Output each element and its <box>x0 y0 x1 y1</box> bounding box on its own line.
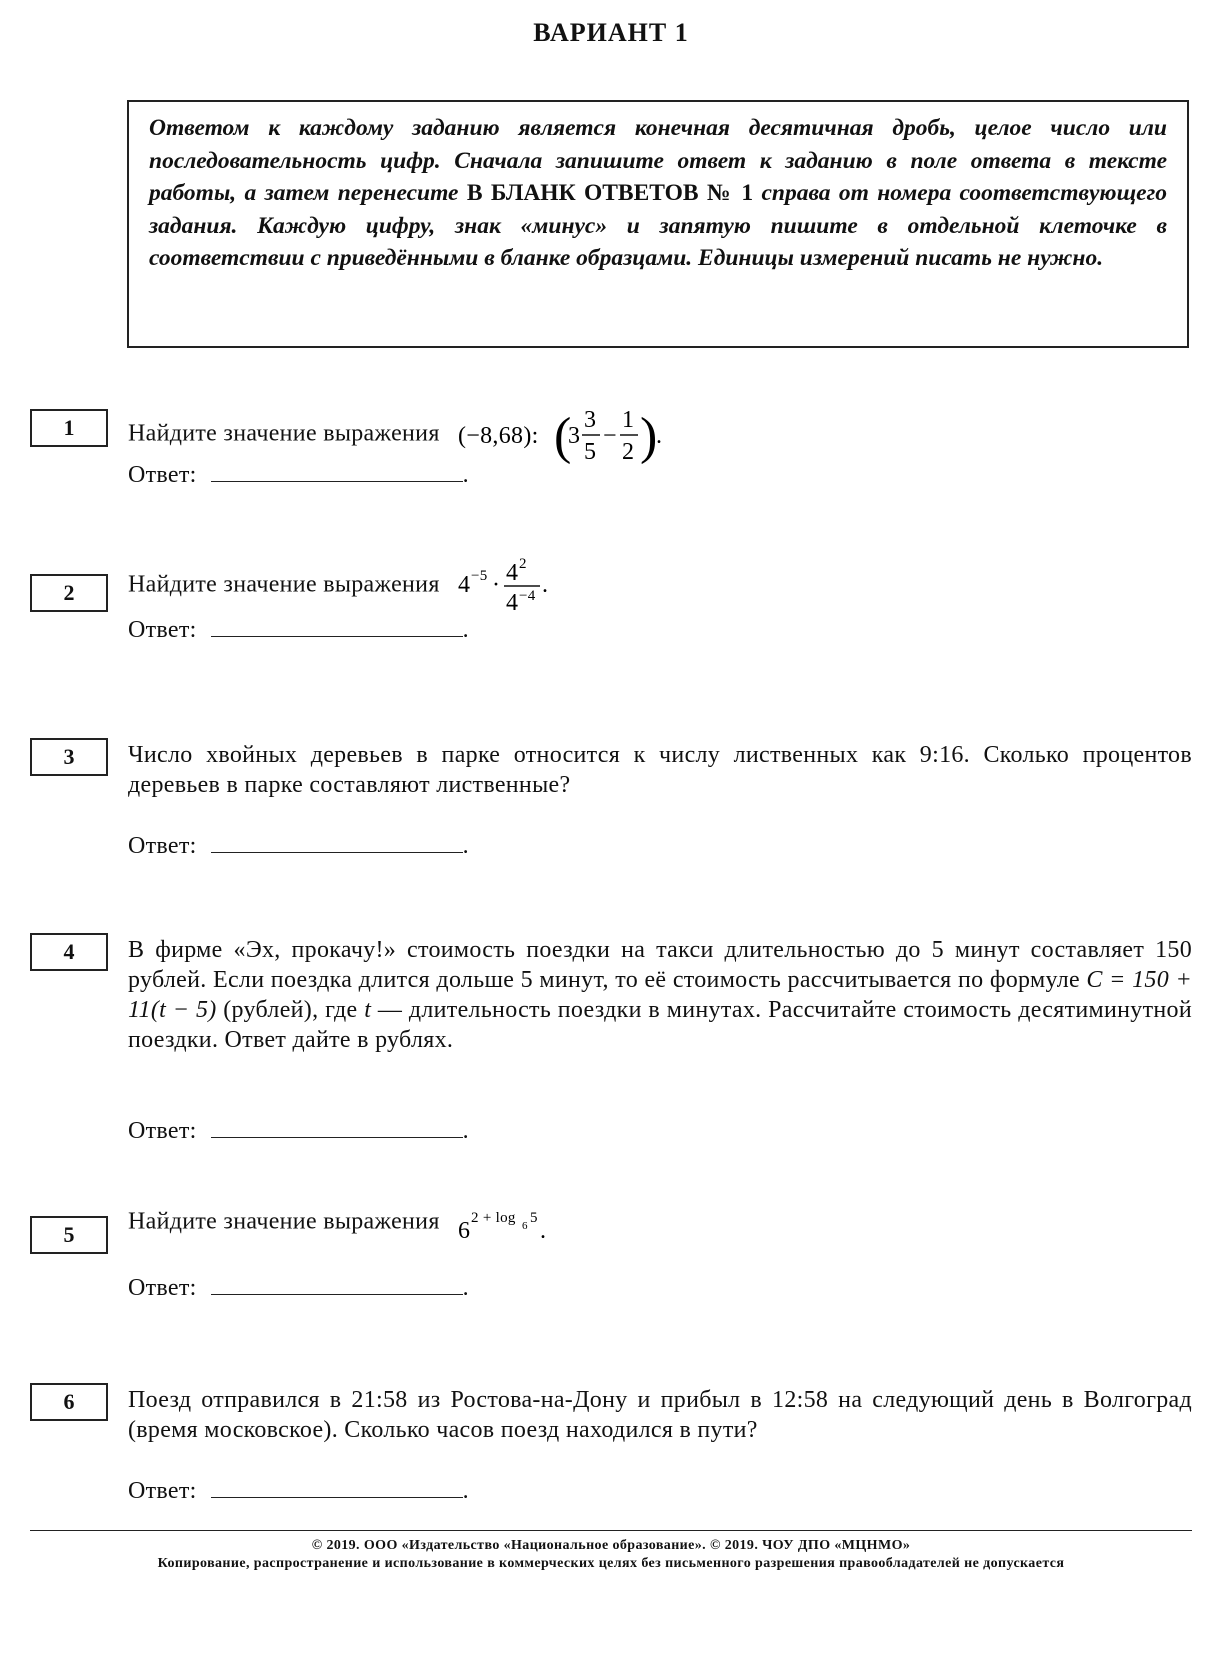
task-question: Число хвойных деревьев в парке относится к числу лиственных как 9:16. Сколько процентов деревьев в парке составляют лиственные? <box>128 742 1192 798</box>
answer-row <box>128 1272 469 1303</box>
answer-field[interactable] <box>211 614 463 637</box>
math-lhs: (−8,68): <box>457 423 539 449</box>
answer-end: . <box>462 1118 469 1144</box>
answer-row <box>128 614 469 645</box>
answer-field[interactable] <box>211 830 463 853</box>
task-text-b: (рублей), где <box>216 997 365 1023</box>
instructions-text-2: справа от номера соответствующего задания. Каждую цифру, знак «минус» и запятую пишите в отдельной клеточке в соответствии с приведёнными в бланке образцами. Единицы измерений писать не нужно. <box>149 180 1167 271</box>
math-expression <box>458 403 668 467</box>
answer-label: Ответ: <box>128 617 197 643</box>
task-text-c: — длительность поездки в минутах. Рассчитайте стоимость десятиминутной поездки. Ответ дайте в рублях. <box>128 997 1192 1053</box>
footer-divider <box>30 1530 1192 1531</box>
math-base: 4 <box>457 572 471 598</box>
answer-field[interactable] <box>211 1272 463 1295</box>
math-end: . <box>541 572 549 598</box>
math-den-exp: −4 <box>518 588 536 604</box>
task-question <box>128 935 1192 1055</box>
task-formula: C = 150 + 11(t − 5) <box>128 967 1192 1023</box>
math-exp: −5 <box>470 568 488 584</box>
task-variable: t <box>364 997 372 1023</box>
math-num1: 3 <box>583 407 597 433</box>
task-text: Найдите значение выражения <box>128 420 440 447</box>
task-text: Найдите значение выражения <box>128 571 440 598</box>
task-question <box>128 554 1192 618</box>
math-den1: 5 <box>583 439 597 465</box>
answer-row <box>128 1115 469 1146</box>
math-whole: 3 <box>567 423 581 449</box>
task-number-box: 2 <box>30 574 108 612</box>
answer-label: Ответ: <box>128 833 197 859</box>
answer-row <box>128 459 469 490</box>
math-end: . <box>539 1218 547 1244</box>
math-base: 6 <box>457 1218 471 1244</box>
task-question: Поезд отправился в 21:58 из Ростова-на-Дону и прибыл в 12:58 на следующий день в Волгоград (время московское). Сколько часов поезд находился в пути? <box>128 1387 1192 1443</box>
paren-close-icon: ) <box>639 408 658 465</box>
paren-open-icon: ( <box>553 408 572 465</box>
instructions-box <box>127 100 1189 348</box>
task-number-box: 5 <box>30 1216 108 1254</box>
task-text-a: В фирме «Эх, прокачу!» стоимость поездки на такси длительностью до 5 минут составляет 150 рублей. Если поездка длится дольше 5 минут, то её стоимость рассчитывается по формуле <box>128 937 1192 993</box>
answer-label: Ответ: <box>128 462 197 488</box>
task-number-box: 4 <box>30 933 108 971</box>
math-dot: · <box>491 572 501 598</box>
answer-row <box>128 1475 469 1506</box>
answer-label: Ответ: <box>128 1275 197 1301</box>
math-exp-b: 5 <box>529 1210 538 1226</box>
footer-notice: Копирование, распространение и использование в коммерческих целях без письменного разрешения правообладателей не допускается <box>157 1556 1065 1571</box>
instructions-text-1: Ответом к каждому заданию является конечная десятичная дробь, целое число или последовательность цифр. Сначала запишите ответ к заданию в поле ответа в тексте работы, а затем перенесите <box>149 115 1167 206</box>
instructions-highlight: В БЛАНК ОТВЕТОВ № 1 <box>466 180 754 206</box>
task-number-box: 1 <box>30 409 108 447</box>
answer-row <box>128 830 469 861</box>
task-number-box: 3 <box>30 738 108 776</box>
answer-field[interactable] <box>211 459 463 482</box>
task-text: Найдите значение выражения <box>128 1208 440 1235</box>
answer-end: . <box>462 1275 469 1301</box>
math-den-base: 4 <box>505 590 519 616</box>
math-expression <box>458 554 558 618</box>
math-expression <box>458 1200 568 1246</box>
answer-end: . <box>462 1478 469 1504</box>
page-title: ВАРИАНТ 1 <box>533 18 689 47</box>
math-den2: 2 <box>621 439 635 465</box>
answer-field[interactable] <box>211 1115 463 1138</box>
math-end: . <box>655 423 663 449</box>
answer-end: . <box>462 462 469 488</box>
answer-label: Ответ: <box>128 1478 197 1504</box>
math-num2: 1 <box>621 407 635 433</box>
math-num-base: 4 <box>505 560 519 586</box>
math-exp-sub: 6 <box>521 1220 528 1232</box>
task-number-box: 6 <box>30 1383 108 1421</box>
task-question <box>128 403 1192 467</box>
answer-field[interactable] <box>211 1475 463 1498</box>
math-exp-a: 2 + log <box>470 1210 516 1226</box>
answer-label: Ответ: <box>128 1118 197 1144</box>
math-minus: − <box>602 423 617 449</box>
footer-copyright: © 2019. ООО «Издательство «Национальное образование». © 2019. ЧОУ ДПО «МЦНМО» <box>311 1538 911 1553</box>
answer-end: . <box>462 833 469 859</box>
answer-end: . <box>462 617 469 643</box>
task-question <box>128 1200 1192 1246</box>
math-num-exp: 2 <box>518 556 527 572</box>
